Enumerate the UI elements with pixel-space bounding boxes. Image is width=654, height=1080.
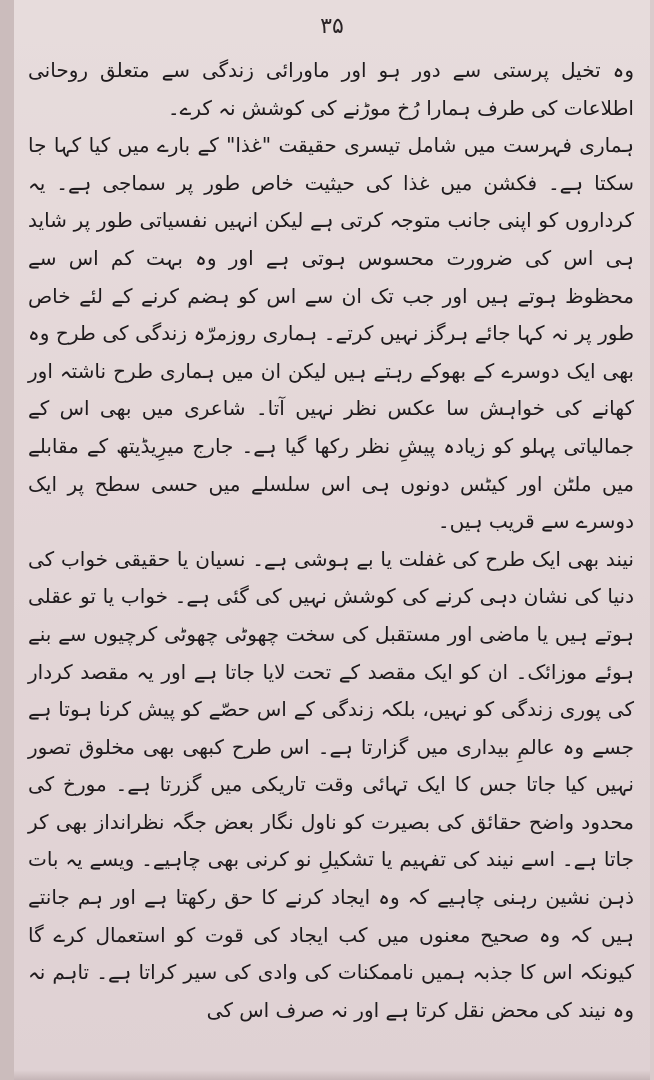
page-body	[28, 52, 634, 1029]
paragraph: نیند بھی ایک طرح کی غفلت یا بے ہوشی ہے۔ نسیان یا حقیقی خواب کی دنیا کی نشان دہی کرنے کی کوشش نہیں کی گئی ہے۔ خواب یا تو عقلی ہوتے ہیں یا ماضی اور مستقبل کی سخت چھوٹی چھوٹی کرچیوں سے بنے ہوئے موزائک۔ ان کو ایک مقصد کے تحت لایا جاتا ہے اور یہ مقصد کردار کی پوری زندگی کو نہیں، بلکہ زندگی کے اس حصّے کو پیش کرنا ہوتا ہے جسے وہ عالمِ بیداری میں گزارتا ہے۔ اس طرح کبھی بھی مخلوق تصور نہیں کیا جاتا جس کا ایک تہائی وقت تاریکی میں گزرتا ہے۔ مورخ کی محدود واضح حقائق کی بصیرت کو ناول نگار بعض جگہ نظرانداز بھی کر جاتا ہے۔ اسے نیند کی تفہیم یا تشکیلِ نو کرنی بھی چاہیے۔ ویسے یہ بات ذہن نشین رہنی چاہیے کہ وہ ایجاد کرنے کا حق رکھتا ہے اور ہم جانتے ہیں کہ وہ صحیح معنوں میں کب ایجاد کی قوت کو استعمال کرے گا کیونکہ اس کا جذبہ ہمیں ناممکنات کی وادی کی سیر کراتا ہے۔ تاہم نہ وہ نیند کی محض نقل کرتا ہے اور نہ صرف اس کی	[28, 546, 634, 1022]
page-edge-shadow	[14, 1070, 650, 1080]
paragraph: وہ تخیل پرستی سے دور ہو اور ماورائی زندگی سے متعلق روحانی اطلاعات کی طرف ہمارا رُخ موڑنے کی کوشش نہ کرے۔	[28, 58, 634, 120]
paragraph: ہماری فہرست میں شامل تیسری حقیقت "غذا" کے بارے میں کیا کہا جا سکتا ہے۔ فکشن میں غذا کی حیثیت خاص طور پر سماجی ہے۔ یہ کرداروں کو اپنی جانب متوجہ کرتی ہے لیکن انہیں نفسیاتی طور پر شاید ہی اس کی ضرورت محسوس ہوتی ہے اور وہ بہت کم اس سے محظوظ ہوتے ہیں اور جب تک ان سے اس کو ہضم کرنے کے لئے خاص طور پر نہ کہا جائے ہرگز نہیں کرتے۔ ہماری روزمرّہ زندگی کی طرح وہ بھی ایک دوسرے کے بھوکے رہتے ہیں لیکن ان میں ہماری طرح ناشتہ اور کھانے کی خواہش سا عکس نظر نہیں آتا۔ شاعری میں بھی اس کے جمالیاتی پہلو کو زیادہ پیشِ نظر رکھا گیا ہے۔ جارج میرِیڈیتھ کے مقابلے میں ملٹن اور کیٹس دونوں ہی اس سلسلے میں حسی سطح پر ایک دوسرے سے قریب ہیں۔	[28, 133, 634, 534]
page-number: ۳۵	[320, 14, 344, 39]
